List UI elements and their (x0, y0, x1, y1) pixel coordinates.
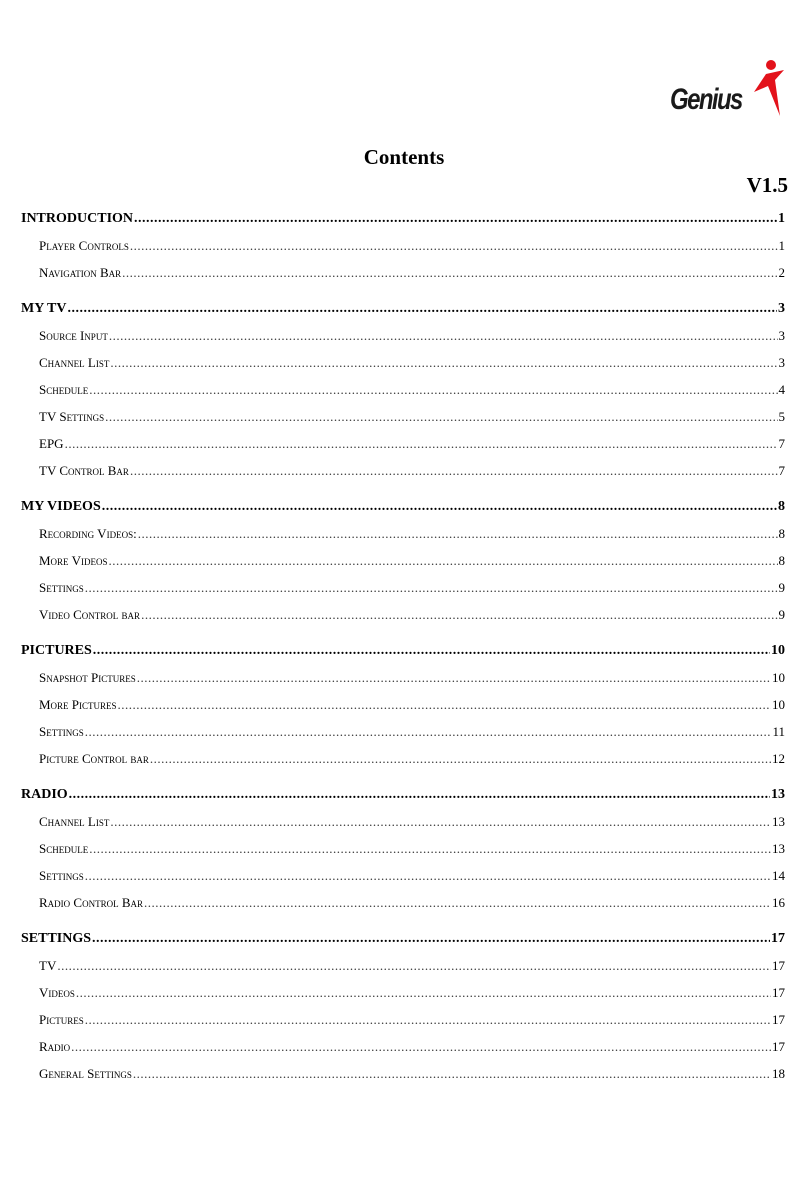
toc-entry-label: Snapshot Pictures (39, 670, 136, 685)
dot-leader (130, 463, 778, 479)
dot-leader (144, 895, 771, 911)
dot-leader (134, 211, 777, 227)
toc-entry-label: Schedule (39, 382, 89, 397)
toc-page-number: 3 (778, 355, 785, 370)
toc-subsection-entry[interactable] (21, 958, 785, 985)
toc-entry-label: PICTURES (21, 643, 92, 658)
toc-page-number: 11 (772, 724, 785, 739)
toc-page-number: 3 (778, 301, 785, 316)
toc-page-number: 9 (778, 607, 785, 622)
toc-subsection-entry[interactable] (21, 355, 785, 382)
toc-subsection-entry[interactable] (21, 463, 785, 490)
toc-page-number: 8 (778, 526, 785, 541)
toc-subsection-entry[interactable] (21, 751, 785, 778)
toc-page-number: 1 (778, 238, 785, 253)
dot-leader (85, 724, 772, 740)
toc-entry-label: Video Control bar (39, 607, 141, 622)
toc-entry-label: Channel List (39, 814, 110, 829)
toc-subsection-entry[interactable] (21, 409, 785, 436)
toc-entry-label: TV Control Bar (39, 463, 129, 478)
toc-entry-label: Pictures (39, 1012, 84, 1027)
dot-leader (122, 265, 777, 281)
toc-subsection-entry[interactable] (21, 841, 785, 868)
toc-section-entry[interactable] (21, 301, 785, 328)
toc-page-number: 17 (771, 931, 785, 946)
toc-page-number: 13 (772, 814, 785, 829)
toc-entry-label: Settings (39, 580, 84, 595)
toc-entry-label: MY VIDEOS (21, 499, 101, 514)
toc-entry-label: RADIO (21, 787, 68, 802)
toc-subsection-entry[interactable] (21, 526, 785, 553)
dot-leader (65, 436, 778, 452)
toc-subsection-entry[interactable] (21, 724, 785, 751)
toc-entry-label: Navigation Bar (39, 265, 122, 280)
toc-entry-label: INTRODUCTION (21, 211, 134, 226)
toc-subsection-entry[interactable] (21, 1039, 785, 1066)
toc-page-number: 5 (778, 409, 785, 424)
version-label: V1.5 (746, 173, 788, 197)
dot-leader (85, 580, 778, 596)
toc-subsection-entry[interactable] (21, 1066, 785, 1093)
toc-entry-label: TV Settings (39, 409, 105, 424)
logo-wordmark: Genius (670, 83, 742, 116)
dot-leader (93, 643, 770, 659)
toc-entry-label: Radio (39, 1039, 71, 1054)
toc-page-number: 13 (771, 787, 785, 802)
toc-entry-label: Recording Videos: (39, 526, 137, 541)
toc-page-number: 3 (778, 328, 785, 343)
toc-section-entry[interactable] (21, 211, 785, 238)
dot-leader (110, 355, 777, 371)
toc-section-entry[interactable] (21, 787, 785, 814)
toc-subsection-entry[interactable] (21, 1012, 785, 1039)
toc-page-number: 17 (772, 958, 785, 973)
toc-subsection-entry[interactable] (21, 328, 785, 355)
dot-leader (57, 958, 771, 974)
table-of-contents (21, 211, 785, 1093)
page-title: Contents (363, 145, 445, 169)
dot-leader (69, 787, 770, 803)
dot-leader (137, 670, 771, 686)
toc-page-number: 17 (772, 1012, 785, 1027)
toc-page-number: 8 (778, 499, 785, 514)
dot-leader (133, 1066, 771, 1082)
toc-subsection-entry[interactable] (21, 814, 785, 841)
toc-entry-label: SETTINGS (21, 931, 92, 946)
toc-page-number: 7 (778, 463, 785, 478)
toc-entry-label: Source Input (39, 328, 108, 343)
toc-page-number: 13 (772, 841, 785, 856)
toc-entry-label: TV (39, 958, 57, 973)
toc-entry-label: Schedule (39, 841, 89, 856)
toc-page-number: 14 (772, 868, 785, 883)
toc-page-number: 4 (778, 382, 785, 397)
toc-page-number: 12 (772, 751, 785, 766)
dot-leader (118, 697, 771, 713)
dot-leader (89, 382, 777, 398)
toc-entry-label: Picture Control bar (39, 751, 149, 766)
toc-subsection-entry[interactable] (21, 895, 785, 922)
dot-leader (105, 409, 777, 425)
dot-leader (130, 238, 778, 254)
toc-entry-label: Settings (39, 724, 84, 739)
toc-subsection-entry[interactable] (21, 697, 785, 724)
toc-subsection-entry[interactable] (21, 670, 785, 697)
dot-leader (71, 1039, 771, 1055)
toc-entry-label: Radio Control Bar (39, 895, 144, 910)
toc-subsection-entry[interactable] (21, 580, 785, 607)
toc-subsection-entry[interactable] (21, 868, 785, 895)
dot-leader (150, 751, 771, 767)
toc-page-number: 1 (778, 211, 785, 226)
dot-leader (141, 607, 777, 623)
toc-page-number: 2 (778, 265, 785, 280)
dot-leader (89, 841, 771, 857)
toc-entry-label: More Pictures (39, 697, 117, 712)
toc-entry-label: Player Controls (39, 238, 129, 253)
toc-subsection-entry[interactable] (21, 985, 785, 1012)
toc-entry-label: MY TV (21, 301, 67, 316)
toc-page-number: 16 (772, 895, 785, 910)
toc-entry-label: General Settings (39, 1066, 132, 1081)
dot-leader (138, 526, 778, 542)
dot-leader (68, 301, 778, 317)
toc-section-entry[interactable] (21, 499, 785, 526)
toc-subsection-entry[interactable] (21, 607, 785, 634)
toc-entry-label: Videos (39, 985, 75, 1000)
toc-page-number: 17 (772, 1039, 785, 1054)
toc-entry-label: More Videos (39, 553, 108, 568)
toc-subsection-entry[interactable] (21, 436, 785, 463)
toc-entry-label: Channel List (39, 355, 110, 370)
toc-page-number: 10 (772, 697, 785, 712)
toc-page-number: 18 (772, 1066, 785, 1081)
toc-page-number: 9 (778, 580, 785, 595)
genius-logo (668, 58, 790, 122)
toc-entry-label: Settings (39, 868, 84, 883)
dot-leader (102, 499, 777, 515)
toc-section-entry[interactable] (21, 643, 785, 670)
toc-page-number: 7 (778, 436, 785, 451)
dot-leader (85, 1012, 771, 1028)
dot-leader (109, 328, 778, 344)
toc-subsection-entry[interactable] (21, 553, 785, 580)
dot-leader (108, 553, 777, 569)
dot-leader (92, 931, 770, 947)
toc-page-number: 17 (772, 985, 785, 1000)
toc-subsection-entry[interactable] (21, 238, 785, 265)
toc-entry-label: EPG (39, 436, 64, 451)
toc-page-number: 8 (778, 553, 785, 568)
toc-page-number: 10 (772, 670, 785, 685)
toc-section-entry[interactable] (21, 931, 785, 958)
toc-subsection-entry[interactable] (21, 265, 785, 292)
dot-leader (110, 814, 771, 830)
dot-leader (85, 868, 771, 884)
toc-subsection-entry[interactable] (21, 382, 785, 409)
dot-leader (76, 985, 771, 1001)
toc-page-number: 10 (771, 643, 785, 658)
